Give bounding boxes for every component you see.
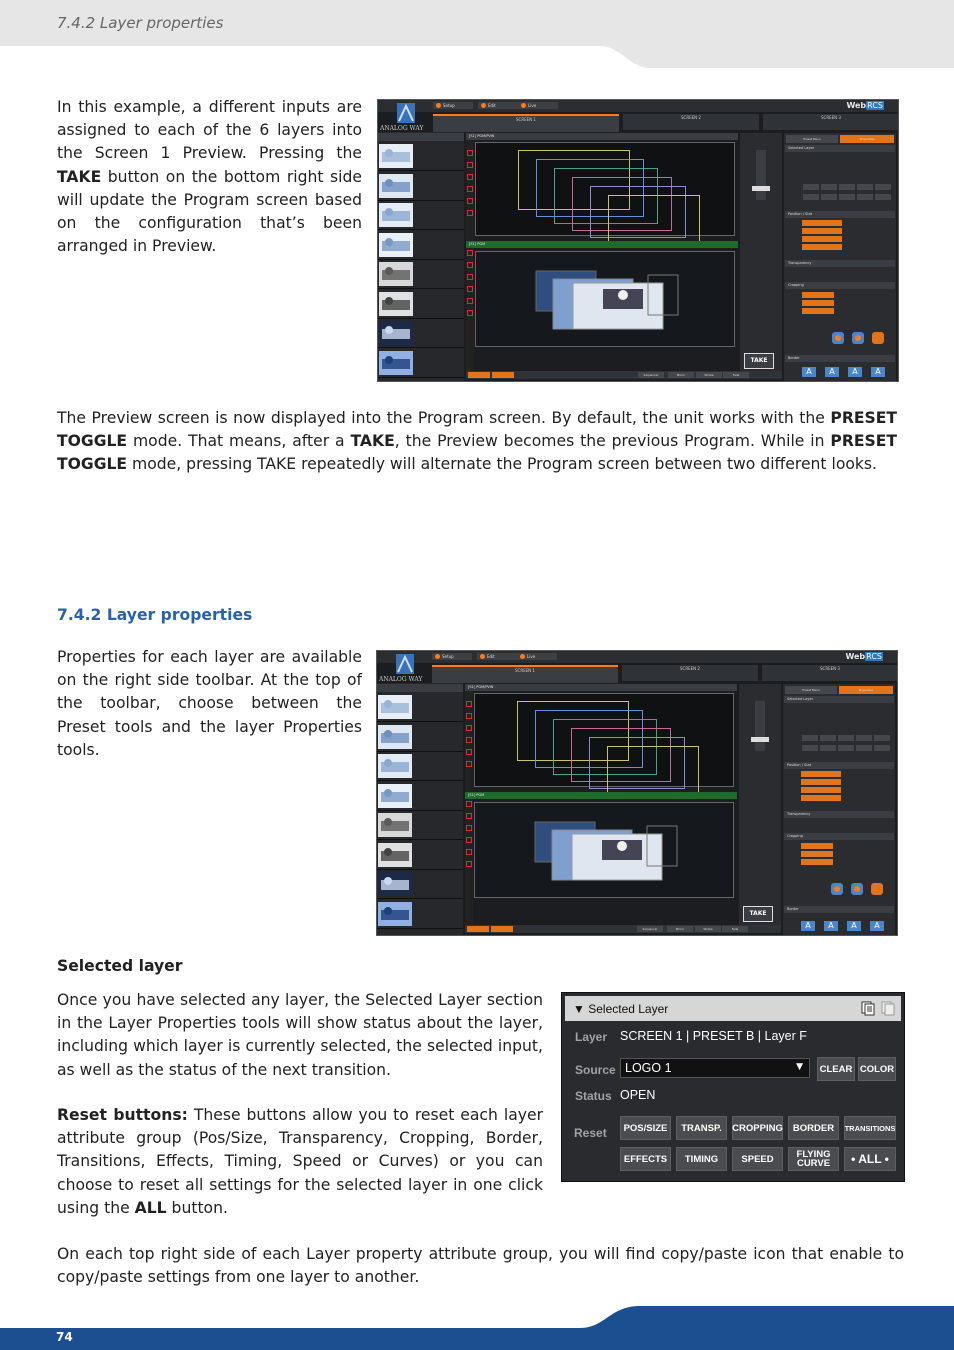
input-thumbnail: [378, 754, 412, 778]
layer-button[interactable]: [467, 210, 473, 216]
properties-panel: [783, 684, 895, 935]
value-field[interactable]: [801, 859, 833, 865]
layer-button[interactable]: [466, 713, 472, 719]
input-row[interactable]: [378, 142, 464, 171]
layer-button[interactable]: [467, 286, 473, 292]
value-field[interactable]: [802, 228, 842, 234]
prop-section-header[interactable]: Border: [785, 355, 895, 362]
clear-button[interactable]: CLEAR: [817, 1057, 855, 1081]
preset-toggle-paragraph: The Preview screen is now displayed into the Program screen. By default, the unit works with the PRESET TOGGLE mode. That means, after a TAKE, the Preview becomes the previous Program. While in PRESET TOGGLE mode, pressing TAKE repeatedly will alternate the Program screen between two different looks.: [57, 409, 897, 474]
layer-button[interactable]: [467, 298, 473, 304]
ui-tab-2[interactable]: Live: [517, 653, 557, 660]
shape-icon[interactable]: [871, 883, 883, 895]
reset-mini-button[interactable]: [874, 735, 890, 741]
bottom-function-button[interactable]: Strobe: [696, 372, 722, 378]
program-header: [S1] PGM: [466, 241, 738, 248]
reset-all-button[interactable]: • ALL •: [844, 1147, 896, 1171]
input-thumbnail: [378, 784, 412, 808]
bottom-function-button[interactable]: Mirror: [668, 372, 694, 378]
program-bottom-button[interactable]: [468, 372, 490, 378]
input-row[interactable]: [377, 693, 463, 722]
shape-icon[interactable]: [831, 883, 843, 895]
prop-section-header[interactable]: Cropping: [784, 833, 894, 840]
prop-section-header[interactable]: Position / Size: [784, 762, 894, 769]
shape-icon[interactable]: [851, 883, 863, 895]
reset-mini-button[interactable]: [820, 735, 836, 741]
input-thumbnail: [379, 174, 413, 198]
prop-section-header[interactable]: Border: [784, 906, 894, 913]
font-style-button[interactable]: A: [871, 367, 885, 377]
reset-mini-button[interactable]: [839, 194, 855, 200]
layer-button[interactable]: [467, 274, 473, 280]
screen-tab-0[interactable]: SCREEN 1: [432, 665, 618, 683]
reset-timing-button[interactable]: TIMING: [676, 1147, 727, 1171]
section-title: 7.4.2 Layer properties: [57, 606, 253, 624]
value-field[interactable]: [801, 851, 833, 857]
prop-section-header[interactable]: Cropping: [785, 282, 895, 289]
reset-mini-button[interactable]: [857, 194, 873, 200]
layer-button[interactable]: [467, 162, 473, 168]
intro-paragraph: In this example, a different inputs are assigned to each of the 6 layers into the Screen 1 Preview. Pressing the TAKE button on the bottom right side will update the Program screen based on the configuration that’s been arranged in Preview.: [57, 98, 362, 256]
value-field[interactable]: [801, 771, 841, 777]
reset-mini-button[interactable]: [856, 745, 872, 751]
value-field[interactable]: [802, 244, 842, 250]
program-header: [S1] PGM: [465, 792, 737, 799]
bottom-function-button[interactable]: Fade: [723, 372, 749, 378]
layer-value: SCREEN 1 | PRESET B | Layer F: [620, 1029, 807, 1043]
screen-tab-2[interactable]: SCREEN 3: [763, 114, 899, 130]
status-label: Status: [575, 1089, 612, 1103]
brand-logo-icon: [380, 102, 430, 126]
brand-name: ANALOG WAY: [379, 676, 423, 683]
preview-header: [S1] PGM/PVW: [465, 684, 737, 691]
font-style-button[interactable]: A: [870, 921, 884, 931]
program-content: [527, 816, 687, 886]
preview-bottom-button[interactable]: [491, 926, 513, 932]
fader-handle[interactable]: [752, 186, 770, 191]
preset-menu-tab[interactable]: Preset Menu: [786, 135, 838, 143]
preset-menu-tab[interactable]: Preset Menu: [785, 686, 837, 694]
value-field[interactable]: [801, 779, 841, 785]
source-select[interactable]: [620, 1058, 810, 1078]
layer-button[interactable]: [466, 825, 472, 831]
copy-paste-paragraph: On each top right side of each Layer property attribute group, you will find copy/paste icon that enable to copy/paste settings from one layer to another.: [57, 1245, 904, 1287]
shape-icon[interactable]: [832, 332, 844, 344]
input-row[interactable]: [378, 349, 464, 378]
page-number: 74: [56, 1330, 73, 1344]
bottom-function-button[interactable]: Mirror: [667, 926, 693, 932]
layer-button[interactable]: [466, 737, 472, 743]
brand-logo-icon: [379, 653, 429, 677]
take-button[interactable]: TAKE: [744, 353, 774, 369]
font-style-button[interactable]: A: [801, 921, 815, 931]
reset-mini-button[interactable]: [802, 735, 818, 741]
take-button[interactable]: TAKE: [743, 906, 773, 922]
reset-border-button[interactable]: BORDER: [788, 1116, 839, 1140]
value-field[interactable]: [801, 843, 833, 849]
value-field[interactable]: [802, 292, 834, 298]
value-field[interactable]: [802, 300, 834, 306]
fader-handle[interactable]: [751, 737, 769, 742]
reset-transparency-button[interactable]: TRANSP.: [676, 1116, 727, 1140]
header-band: [0, 0, 954, 68]
layer-button[interactable]: [467, 310, 473, 316]
input-row[interactable]: [377, 752, 463, 781]
input-row[interactable]: [378, 201, 464, 230]
program-bottom-button[interactable]: [467, 926, 489, 932]
input-thumbnail: [379, 144, 413, 168]
input-thumbnail: [379, 292, 413, 316]
preview-layer-frame[interactable]: [607, 746, 699, 796]
reset-mini-button[interactable]: [838, 745, 854, 751]
chevron-down-icon: ▼: [796, 1062, 803, 1072]
input-thumbnail: [378, 695, 412, 719]
input-row[interactable]: [377, 723, 463, 752]
webrcs-screenshot-properties: [376, 650, 898, 936]
reset-mini-button[interactable]: [875, 184, 891, 190]
input-row[interactable]: [378, 260, 464, 289]
brand-name: ANALOG WAY: [380, 125, 424, 132]
screen-tab-1[interactable]: SCREEN 2: [623, 114, 759, 130]
preview-bottom-button[interactable]: [492, 372, 514, 378]
input-thumbnail: [378, 725, 412, 749]
reset-mini-button[interactable]: [802, 745, 818, 751]
program-content: [528, 265, 688, 335]
input-thumbnail: [378, 813, 412, 837]
input-row[interactable]: [377, 900, 463, 929]
layer-button[interactable]: [467, 150, 473, 156]
reset-mini-button[interactable]: [803, 184, 819, 190]
ui-tab-0[interactable]: Setup: [433, 102, 473, 109]
webrcs-screenshot-preview: [377, 99, 899, 382]
reset-mini-button[interactable]: [857, 184, 873, 190]
input-row[interactable]: [377, 870, 463, 899]
bottom-function-button[interactable]: Fade: [722, 926, 748, 932]
reset-mini-button[interactable]: [838, 735, 854, 741]
input-thumbnail: [379, 321, 413, 345]
layer-button[interactable]: [466, 761, 472, 767]
layer-button[interactable]: [466, 861, 472, 867]
preview-header: [S1] PGM/PVW: [466, 133, 738, 140]
input-thumbnail: [379, 351, 413, 375]
layer-button[interactable]: [466, 813, 472, 819]
reset-mini-button[interactable]: [874, 745, 890, 751]
tab-dot-icon: [521, 103, 526, 108]
reset-flying-curve-button[interactable]: FLYING CURVE: [788, 1147, 839, 1171]
prop-section-header[interactable]: Transparency: [784, 811, 894, 818]
input-row[interactable]: [378, 290, 464, 319]
copy-icon[interactable]: [861, 1001, 875, 1016]
layer-button[interactable]: [466, 749, 472, 755]
running-header: 7.4.2 Layer properties: [57, 14, 224, 32]
webrcs-logo: WebRCS: [845, 652, 882, 661]
reset-effects-button[interactable]: EFFECTS: [620, 1147, 671, 1171]
properties-tab[interactable]: Properties: [840, 135, 894, 143]
layer-button[interactable]: [467, 198, 473, 204]
source-value: LOGO 1: [625, 1061, 672, 1075]
input-row[interactable]: [377, 782, 463, 811]
layer-button[interactable]: [467, 262, 473, 268]
prop-section-header[interactable]: Selected Layer: [784, 696, 894, 703]
selected-layer-paragraph: Once you have selected any layer, the Selected Layer section in the Layer Properties tools will show status about the layer, including which layer is currently selected, the selected input, as well as the status of the next transition.: [57, 991, 543, 1079]
panel-header[interactable]: [565, 996, 901, 1021]
layer-label: Layer: [575, 1030, 608, 1044]
reset-transitions-button[interactable]: TRANSITIONS: [844, 1116, 896, 1140]
reset-mini-button[interactable]: [821, 184, 837, 190]
properties-paragraph: Properties for each layer are available on the right side toolbar. At the top of the toolbar, choose between the Preset tools and the layer Properties tools.: [57, 648, 362, 759]
prop-section-header[interactable]: Selected Layer: [785, 145, 895, 152]
fader-track[interactable]: [755, 701, 765, 751]
layer-button[interactable]: [467, 250, 473, 256]
webrcs-logo: WebRCS: [846, 101, 883, 110]
reset-pos-size-button[interactable]: POS/SIZE: [620, 1116, 671, 1140]
subsection-title: Selected layer: [57, 957, 183, 975]
ui-tab-1[interactable]: Edit: [478, 102, 518, 109]
layer-button[interactable]: [466, 801, 472, 807]
input-thumbnail: [379, 233, 413, 257]
screen-tab-2[interactable]: SCREEN 3: [762, 665, 898, 681]
reset-speed-button[interactable]: SPEED: [732, 1147, 783, 1171]
tab-dot-icon: [480, 654, 485, 659]
value-field[interactable]: [802, 236, 842, 242]
selected-layer-panel: [561, 992, 905, 1182]
source-label: Source: [575, 1063, 616, 1077]
shape-icon[interactable]: [872, 332, 884, 344]
prop-section-header[interactable]: Position / Size: [785, 211, 895, 218]
layer-button[interactable]: [466, 837, 472, 843]
value-field[interactable]: [802, 220, 842, 226]
value-field[interactable]: [802, 308, 834, 314]
reset-cropping-button[interactable]: CROPPING: [732, 1116, 783, 1140]
input-row[interactable]: [378, 319, 464, 348]
input-row[interactable]: [377, 811, 463, 840]
input-thumbnail: [379, 203, 413, 227]
font-style-button[interactable]: A: [824, 921, 838, 931]
input-row[interactable]: [378, 172, 464, 201]
layer-button[interactable]: [466, 849, 472, 855]
color-button[interactable]: COLOR: [858, 1057, 896, 1081]
input-thumbnail: [379, 262, 413, 286]
font-style-button[interactable]: A: [802, 367, 816, 377]
font-style-button[interactable]: A: [825, 367, 839, 377]
input-row[interactable]: [377, 841, 463, 870]
layer-button[interactable]: [467, 186, 473, 192]
preview-layer-frame[interactable]: [608, 195, 700, 245]
properties-tab[interactable]: Properties: [839, 686, 893, 694]
screen-tab-0[interactable]: SCREEN 1: [433, 114, 619, 132]
bottom-function-button[interactable]: Sequencer: [638, 372, 664, 378]
value-field[interactable]: [801, 795, 841, 801]
screen-tab-1[interactable]: SCREEN 2: [622, 665, 758, 681]
footer-band: [0, 1300, 954, 1350]
tab-dot-icon: [481, 103, 486, 108]
reset-mini-button[interactable]: [820, 745, 836, 751]
tab-dot-icon: [436, 103, 441, 108]
reset-mini-button[interactable]: [875, 194, 891, 200]
ui-tab-1[interactable]: Edit: [477, 653, 517, 660]
bottom-function-button[interactable]: Strobe: [695, 926, 721, 932]
inputs-header: [378, 133, 464, 141]
reset-mini-button[interactable]: [856, 735, 872, 741]
input-thumbnail: [378, 843, 412, 867]
layer-button[interactable]: [466, 701, 472, 707]
font-style-button[interactable]: A: [847, 921, 861, 931]
reset-buttons-paragraph: Reset buttons: These buttons allow you to reset each layer attribute group (Pos/Size, Transparency, Cropping, Border, Transitions, Effects, Timing, Speed or Curves) or you can choose to reset all settings for the selected layer in one click using the ALL button.: [57, 1106, 543, 1217]
layer-button[interactable]: [466, 725, 472, 731]
fader-track[interactable]: [756, 150, 766, 200]
value-field[interactable]: [801, 787, 841, 793]
shape-icon[interactable]: [852, 332, 864, 344]
font-style-button[interactable]: A: [848, 367, 862, 377]
reset-label: Reset: [574, 1126, 607, 1140]
ui-tab-0[interactable]: Setup: [432, 653, 472, 660]
prop-section-header[interactable]: Transparency: [785, 260, 895, 267]
input-row[interactable]: [378, 231, 464, 260]
bottom-function-button[interactable]: Sequencer: [637, 926, 663, 932]
tab-dot-icon: [520, 654, 525, 659]
input-thumbnail: [378, 872, 412, 896]
panel-title: ▼ Selected Layer: [573, 1002, 669, 1016]
input-thumbnail: [378, 902, 412, 926]
status-value: OPEN: [620, 1088, 656, 1102]
inputs-header: [377, 684, 463, 692]
reset-mini-button[interactable]: [839, 184, 855, 190]
tab-dot-icon: [435, 654, 440, 659]
reset-mini-button[interactable]: [821, 194, 837, 200]
layer-button[interactable]: [467, 174, 473, 180]
reset-mini-button[interactable]: [803, 194, 819, 200]
ui-tab-2[interactable]: Live: [518, 102, 558, 109]
paste-icon[interactable]: [881, 1001, 895, 1016]
